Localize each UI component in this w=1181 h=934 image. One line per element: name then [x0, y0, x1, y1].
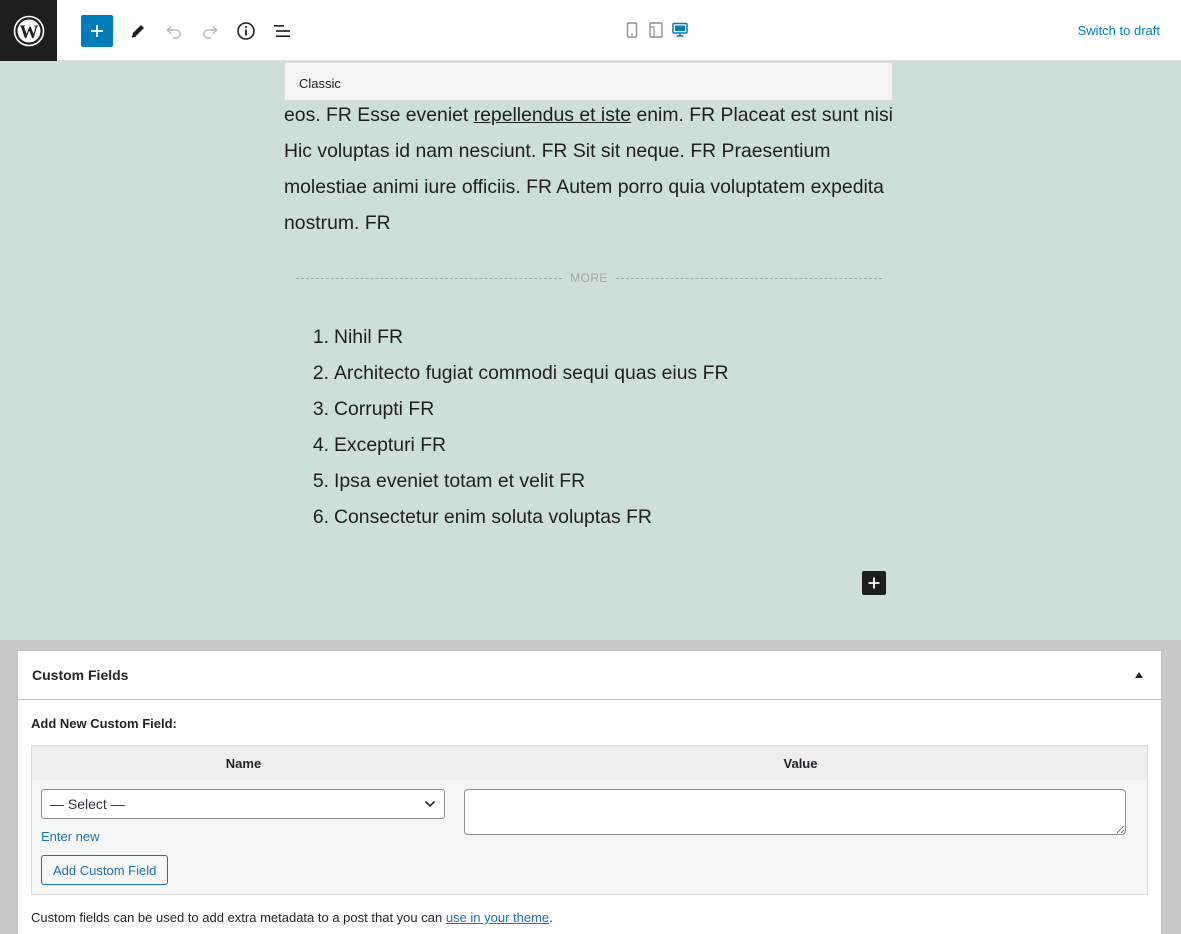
- redo-icon: [201, 22, 219, 40]
- use-in-theme-link[interactable]: use in your theme: [445, 910, 550, 925]
- collapse-arrow-icon[interactable]: [1135, 672, 1143, 678]
- list-view-button[interactable]: [266, 15, 298, 47]
- list-item-text: Nihil FR: [334, 326, 403, 348]
- more-block[interactable]: [296, 268, 882, 288]
- paragraph-block[interactable]: [284, 97, 894, 241]
- info-icon: [236, 21, 256, 41]
- classic-block-toolbar[interactable]: Classic: [284, 62, 893, 101]
- list-item-text: Architecto fugiat commodi sequi quas eius FR: [334, 362, 729, 384]
- custom-field-table: [31, 745, 1148, 895]
- list-item-text: Excepturi FR: [334, 434, 447, 456]
- redo-button[interactable]: [194, 15, 226, 47]
- custom-fields-title: Custom Fields: [32, 667, 129, 683]
- wordpress-logo-icon[interactable]: [0, 0, 57, 61]
- list-item-text: Consectetur enim soluta voluptas FR: [334, 506, 652, 528]
- undo-button[interactable]: [158, 15, 190, 47]
- editor-header: [0, 0, 1181, 61]
- metabox-area: [0, 640, 1181, 934]
- more-divider: [296, 278, 562, 279]
- list-item[interactable]: [312, 355, 729, 391]
- add-custom-field-button[interactable]: Add Custom Field: [41, 855, 168, 885]
- list-item-text: Corrupti FR: [334, 398, 435, 420]
- plus-icon: [867, 576, 881, 590]
- value-column-header: Value: [783, 756, 818, 771]
- paragraph-link[interactable]: repellendus et iste: [473, 104, 632, 126]
- list-item[interactable]: [312, 319, 728, 355]
- help-text: Custom fields can be used to add extra metadata to a post that you can: [31, 910, 446, 925]
- pencil-icon: [129, 22, 147, 40]
- switch-to-draft-button[interactable]: Switch to draft: [1077, 23, 1160, 38]
- list-item-number: 5.: [312, 470, 329, 492]
- undo-icon: [165, 22, 183, 40]
- ordered-list-block[interactable]: [312, 319, 729, 535]
- block-inserter-button[interactable]: [862, 571, 886, 595]
- plus-icon: [89, 23, 105, 39]
- chevron-down-icon: [424, 799, 436, 809]
- custom-fields-panel: [17, 650, 1162, 934]
- more-label: MORE: [570, 271, 608, 285]
- add-new-field-label: Add New Custom Field:: [31, 716, 177, 731]
- list-item[interactable]: [312, 427, 728, 463]
- list-item-number: 6.: [312, 506, 329, 528]
- paragraph-text: eos. FR Esse eveniet: [284, 104, 474, 126]
- svg-text:W: W: [19, 21, 38, 43]
- enter-new-link[interactable]: Enter new: [41, 829, 100, 844]
- paragraph-text: enim. FR Placeat est sunt nisi Hic voluptas id nam nesciunt. FR Sit sit neque. FR Praesentium molestiae animi iure officiis. FR Autem porro quia voluptatem expedita nostrum. FR: [284, 104, 893, 234]
- tablet-preview-icon[interactable]: [647, 20, 665, 40]
- desktop-preview-icon[interactable]: [671, 20, 689, 40]
- tools-button[interactable]: [122, 15, 154, 47]
- help-text-end: .: [549, 910, 553, 925]
- more-divider: [616, 278, 882, 279]
- list-item-number: 3.: [312, 398, 329, 420]
- field-value-textarea[interactable]: [464, 789, 1126, 835]
- select-value: — Select —: [50, 796, 125, 812]
- list-item-number: 2.: [312, 362, 329, 384]
- list-item[interactable]: [312, 391, 728, 427]
- custom-fields-help: [31, 910, 553, 925]
- list-item-text: Ipsa eveniet totam et velit FR: [334, 470, 586, 492]
- list-item-number: 1.: [312, 326, 329, 348]
- custom-fields-header[interactable]: [18, 651, 1161, 700]
- list-item-number: 4.: [312, 434, 329, 456]
- list-view-icon: [272, 21, 292, 41]
- name-column-header: Name: [225, 756, 262, 771]
- details-button[interactable]: [230, 15, 262, 47]
- field-name-select[interactable]: [41, 789, 445, 819]
- device-preview-group: [623, 20, 689, 40]
- list-item[interactable]: [312, 499, 728, 535]
- mobile-preview-icon[interactable]: [623, 20, 641, 40]
- add-block-button[interactable]: [81, 15, 113, 47]
- list-item[interactable]: [312, 463, 728, 499]
- table-header: [32, 746, 1147, 780]
